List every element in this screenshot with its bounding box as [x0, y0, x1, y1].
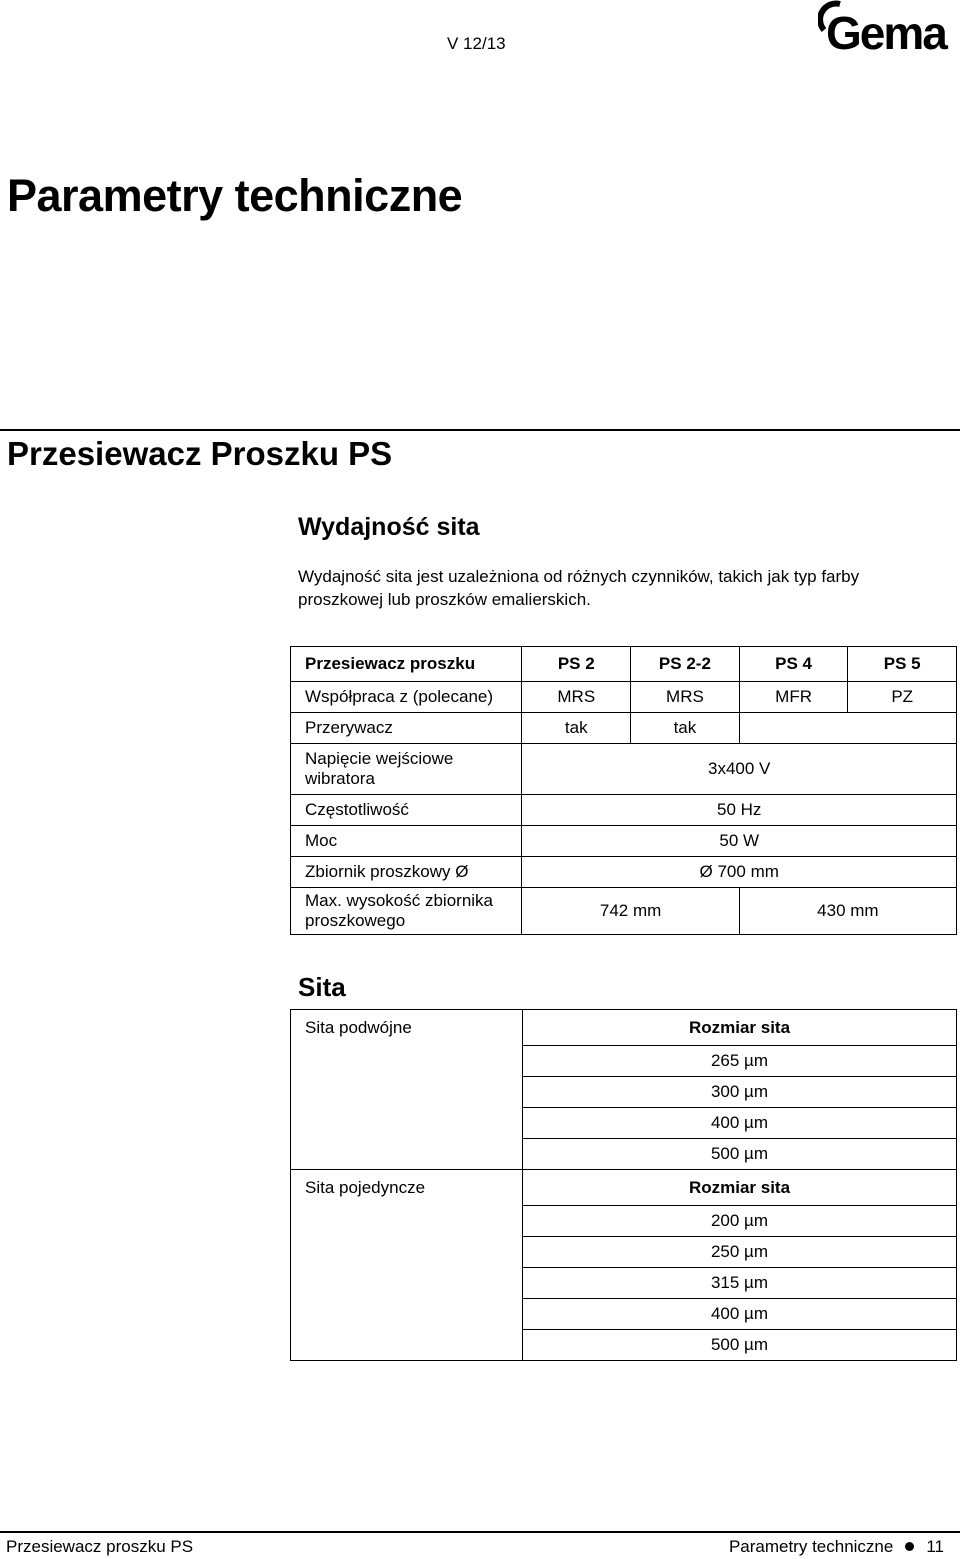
table-row: [291, 682, 957, 713]
section-divider: [0, 429, 960, 431]
page-number: 11: [926, 1537, 944, 1556]
table-row: [291, 744, 957, 795]
table-cell: 50 W: [522, 826, 957, 857]
row-label: Sita pojedyncze: [291, 1170, 523, 1206]
footer-divider: [0, 1531, 960, 1533]
footer-right-text: Parametry techniczne: [728, 1537, 894, 1556]
spec-table-header-row: [291, 647, 957, 682]
sieve-size: 400 µm: [523, 1299, 957, 1330]
table-cell: MRS: [522, 682, 631, 713]
table-row: [291, 795, 957, 826]
table-row: [291, 1330, 957, 1361]
row-label: Moc: [291, 826, 522, 857]
row-label: [291, 1046, 523, 1077]
footer-left-text: Przesiewacz proszku PS: [6, 1537, 194, 1556]
table-row: [291, 1010, 957, 1046]
header-cell: PS 5: [848, 647, 957, 682]
table-cell: MFR: [739, 682, 848, 713]
spec-table: [290, 646, 957, 935]
row-label: [291, 1108, 523, 1139]
sieve-size-header: Rozmiar sita: [523, 1170, 957, 1206]
sieve-size: 265 µm: [523, 1046, 957, 1077]
table-row: [291, 1077, 957, 1108]
row-label: Częstotliwość: [291, 795, 522, 826]
table-cell: tak: [631, 713, 740, 744]
sieve-size: 300 µm: [523, 1077, 957, 1108]
sieve-size: 200 µm: [523, 1206, 957, 1237]
header-cell: PS 2-2: [631, 647, 740, 682]
logo-text: Gema: [826, 7, 946, 59]
table-row: [291, 713, 957, 744]
row-label: Napięcie wejściowe wibratora: [291, 744, 522, 795]
table-row: [291, 1046, 957, 1077]
sieve-table: [290, 1009, 957, 1361]
section-title: Przesiewacz Proszku PS: [7, 435, 393, 472]
table-cell: Ø 700 mm: [522, 857, 957, 888]
table-row: [291, 1206, 957, 1237]
table-row: [291, 1237, 957, 1268]
table-row: [291, 826, 957, 857]
capacity-intro: Wydajność sita jest uzależniona od różnych czynników, takich jak typ farby proszkowej lub proszków emalierskich.: [298, 567, 860, 609]
sieve-size: 400 µm: [523, 1108, 957, 1139]
sieve-size: 250 µm: [523, 1237, 957, 1268]
row-label: [291, 1330, 523, 1361]
table-row: [291, 857, 957, 888]
version-label: V 12/13: [447, 34, 506, 53]
page-title: Parametry techniczne: [7, 170, 463, 221]
row-label: Przerywacz: [291, 713, 522, 744]
table-row: [291, 1139, 957, 1170]
table-cell: MRS: [631, 682, 740, 713]
gema-logo: [818, 0, 960, 59]
row-label: Współpraca z (polecane): [291, 682, 522, 713]
table-row: [291, 1268, 957, 1299]
sieve-size: 500 µm: [523, 1139, 957, 1170]
row-label: [291, 1268, 523, 1299]
table-row: [291, 888, 957, 935]
footer-right: [729, 1537, 944, 1557]
table-cell: tak: [522, 713, 631, 744]
table-cell: 50 Hz: [522, 795, 957, 826]
sieve-size-header: Rozmiar sita: [523, 1010, 957, 1046]
sieves-title: Sita: [298, 972, 346, 1002]
row-label: [291, 1077, 523, 1108]
row-label: [291, 1299, 523, 1330]
row-label: Zbiornik proszkowy Ø: [291, 857, 522, 888]
row-label: Max. wysokość zbiornika proszkowego: [291, 888, 522, 935]
table-cell: [848, 713, 957, 744]
sieve-size: 500 µm: [523, 1330, 957, 1361]
sieve-size: 315 µm: [523, 1268, 957, 1299]
table-cell: 742 mm: [522, 888, 739, 935]
capacity-title: Wydajność sita: [298, 513, 480, 541]
table-cell: PZ: [848, 682, 957, 713]
row-label: [291, 1206, 523, 1237]
header-cell: Przesiewacz proszku: [291, 647, 522, 682]
table-row: [291, 1108, 957, 1139]
bullet-icon: [905, 1542, 914, 1551]
table-row: [291, 1299, 957, 1330]
row-label: [291, 1139, 523, 1170]
header-cell: PS 4: [739, 647, 848, 682]
table-cell: 430 mm: [739, 888, 956, 935]
table-cell: [739, 713, 848, 744]
table-cell: 3x400 V: [522, 744, 957, 795]
row-label: [291, 1237, 523, 1268]
table-row: [291, 1170, 957, 1206]
header-cell: PS 2: [522, 647, 631, 682]
row-label: Sita podwójne: [291, 1010, 523, 1046]
